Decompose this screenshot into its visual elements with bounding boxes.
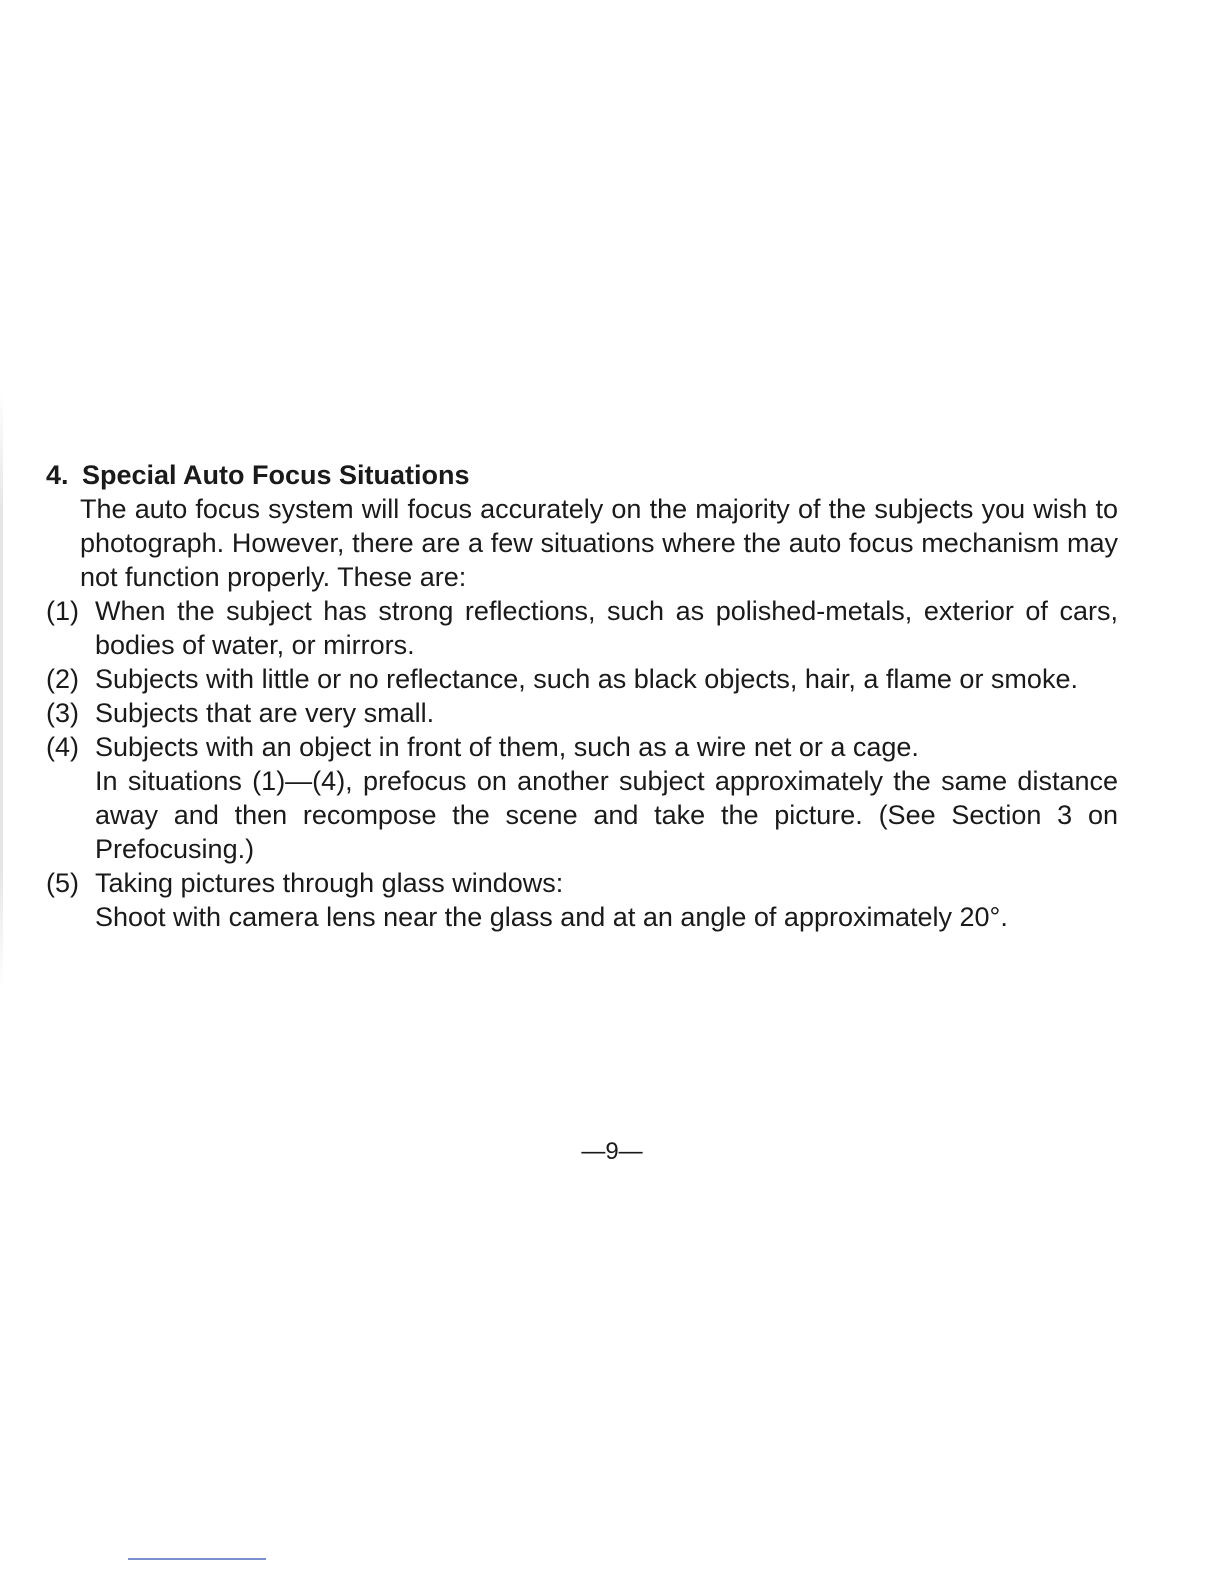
list-marker: (3): [46, 698, 79, 728]
list-item-text: Subjects with an object in front of them, such as a wire net or a cage.: [95, 732, 919, 762]
section-intro: The auto focus system will focus accurately on the majority of the subjects you wish to photograph. However, there are a few situations where the auto focus mechanism may not function properly. These are:: [80, 494, 1118, 592]
list-item-text: Subjects that are very small.: [95, 698, 435, 728]
list-item-text: Taking pictures through glass windows:: [95, 868, 564, 898]
list-item-5: [46, 866, 1118, 934]
list-marker: (1): [46, 596, 79, 626]
list-item-note: Shoot with camera lens near the glass and at an angle of approximately 20°.: [95, 902, 1008, 932]
list-marker: (5): [46, 868, 79, 898]
section-heading: [46, 458, 1118, 492]
section-title: Special Auto Focus Situations: [82, 460, 470, 490]
list-item-4: [46, 730, 1118, 866]
section-number: 4.: [46, 460, 69, 490]
list-item-2: [46, 662, 1118, 696]
page-number: —9—: [581, 1138, 643, 1165]
list-item-text: When the subject has strong reflections, such as polished-metals, exterior of cars, bodies of water, or mirrors.: [95, 596, 1118, 660]
list-item-3: [46, 696, 1118, 730]
list-item-text: Subjects with little or no reflectance, such as black objects, hair, a flame or smoke.: [95, 664, 1078, 694]
list-item-note: In situations (1)—(4), prefocus on another subject approximately the same distance away and then recompose the scene and take the picture. (See Section 3 on Prefocusing.): [95, 766, 1118, 864]
list-item-1: [46, 594, 1118, 662]
footer-rule: [128, 1558, 266, 1560]
special-auto-focus-section: [46, 458, 1118, 934]
list-marker: (4): [46, 732, 79, 762]
scan-edge-shadow: [0, 390, 3, 990]
list-marker: (2): [46, 664, 79, 694]
